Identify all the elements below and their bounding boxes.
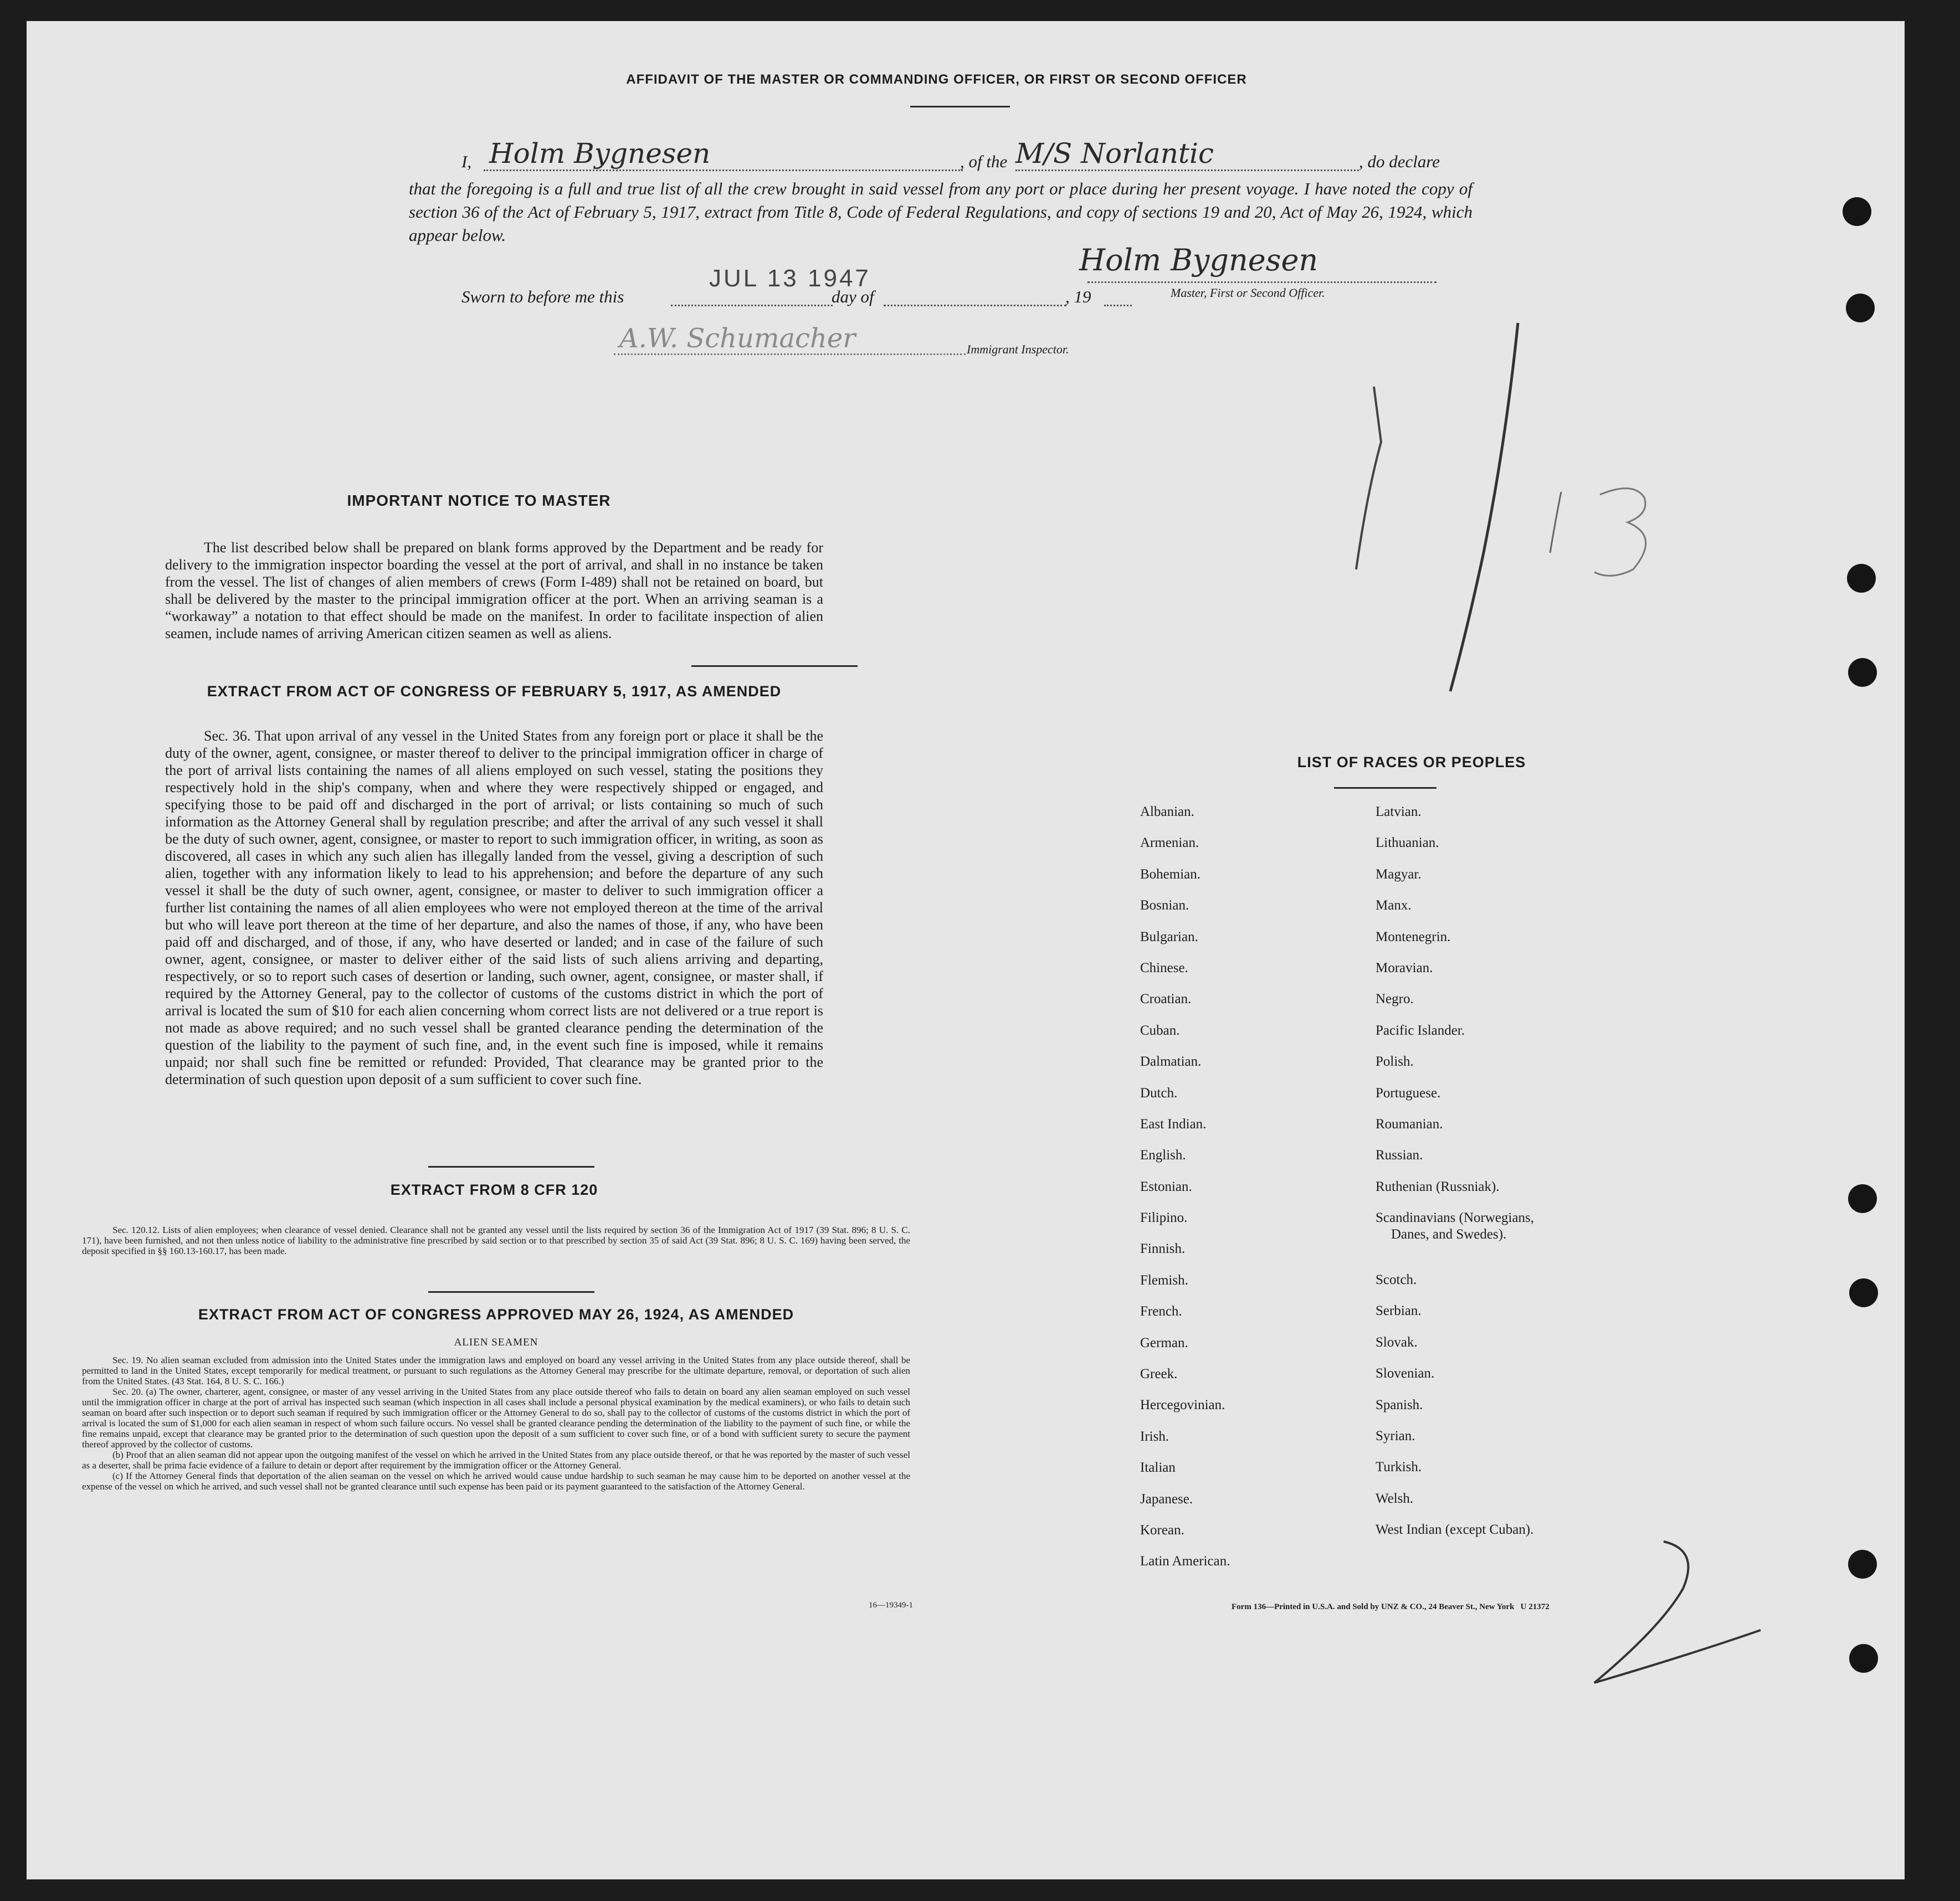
- race-item: Italian: [1140, 1460, 1176, 1476]
- race-item: Irish.: [1140, 1429, 1169, 1444]
- inspector-signature: A.W. Schumacher: [619, 323, 856, 354]
- of-the-label: , of the: [960, 152, 1008, 171]
- punch-hole: [1849, 1644, 1878, 1673]
- master-signature: Holm Bygnesen: [1079, 243, 1318, 278]
- race-item: Serbian.: [1376, 1303, 1422, 1319]
- race-item: Scotch.: [1376, 1272, 1417, 1288]
- race-item: Montenegrin.: [1376, 929, 1451, 944]
- race-item: West Indian (except Cuban).: [1376, 1522, 1534, 1538]
- race-item: Hercegovinian.: [1140, 1398, 1225, 1413]
- race-item: English.: [1140, 1148, 1186, 1163]
- race-item: Greek.: [1140, 1366, 1178, 1382]
- extract1917-title: EXTRACT FROM ACT OF CONGRESS OF FEBRUARY 5, 1917, AS AMENDED: [207, 683, 782, 700]
- print-code: 16—19349-1: [869, 1601, 913, 1610]
- cfr-title: EXTRACT FROM 8 CFR 120: [390, 1181, 598, 1198]
- date-stamp: JUL 13 1947: [709, 265, 871, 292]
- race-item-scandinavians-2: Danes, and Swedes).: [1391, 1227, 1507, 1242]
- race-item: Spanish.: [1376, 1397, 1423, 1412]
- declaration-text: that the foregoing is a full and true list of all the crew brought in said vessel from any port or place during her present voyage. I have noted the copy of section 36 of the Act of February 5, 1917, extract from Title 8, Code of Federal Regulations, and copy of sections 19 and 20, Act of May 26, 1924, which appear below.: [409, 179, 1472, 245]
- punch-hole: [1847, 564, 1876, 593]
- race-item: Dalmatian.: [1140, 1054, 1202, 1070]
- race-item: German.: [1140, 1335, 1188, 1350]
- punch-hole: [1848, 1550, 1877, 1579]
- inspector-caption: Immigrant Inspector.: [967, 342, 1069, 356]
- race-item: Syrian.: [1376, 1429, 1415, 1444]
- alien-seamen-subtitle: ALIEN SEAMEN: [454, 1337, 538, 1348]
- sec19-text: Sec. 19. No alien seaman excluded from admission into the United States under the immigration laws and employed on board any vessel arriving in the United States from any place outside thereof, shall be permitted to land in the United States, except temporarily for medical treatment, or pursuant to such regulations as the Attorney General may prescribe for the ultimate departure, removal, or deportation of such alien from the United States. (43 Stat. 164, 8 U. S. C. 166.): [82, 1355, 910, 1386]
- race-item: Croatian.: [1140, 991, 1192, 1007]
- cfr-text: Sec. 120.12. Lists of alien employees; when clearance of vessel denied. Clearance shall not be granted any vessel until the lists required by section 36 of the Immigration Act of 1917 (39 Stat. 896; 8 U. S. C. 171), have been furnished, and not then unless notice of liability to the administrative fine prescribed by said section or to that prescribed by section 35 of said Act (39 Stat. 896; 8 U. S. C. 169) having been served, the deposit specified in §§ 160.13-160.17, has been made.: [82, 1225, 910, 1256]
- race-item: Slovenian.: [1376, 1366, 1435, 1381]
- vessel-name-handwritten: M/S Norlantic: [1015, 137, 1214, 169]
- race-item: Russian.: [1376, 1148, 1423, 1163]
- affidavit-title: AFFIDAVIT OF THE MASTER OR COMMANDING OFFICER, OR FIRST OR SECOND OFFICER: [626, 72, 1247, 87]
- big-handwritten-mark: [27, 21, 1905, 1879]
- race-item: Manx.: [1376, 898, 1412, 913]
- race-item: Bulgarian.: [1140, 929, 1198, 944]
- race-item: Magyar.: [1376, 866, 1422, 882]
- race-item: Latvian.: [1376, 804, 1422, 819]
- races-title: LIST OF RACES OR PEOPLES: [1297, 754, 1526, 770]
- punch-hole: [1843, 197, 1871, 226]
- race-item: Welsh.: [1376, 1491, 1414, 1506]
- notice-title: IMPORTANT NOTICE TO MASTER: [347, 492, 611, 509]
- day-of-label: day of: [832, 287, 874, 306]
- race-item: Turkish.: [1376, 1460, 1422, 1475]
- race-item: Polish.: [1376, 1054, 1414, 1070]
- race-item: Roumanian.: [1376, 1116, 1443, 1132]
- race-item: Chinese.: [1140, 960, 1188, 975]
- race-item: Pacific Islander.: [1376, 1023, 1465, 1038]
- race-item-scandinavians-1: Scandinavians (Norwegians,: [1376, 1210, 1535, 1226]
- race-item: Ruthenian (Russniak).: [1376, 1179, 1500, 1194]
- i-label: I,: [461, 152, 472, 171]
- sec20c-text: (c) If the Attorney General finds that deportation of the alien seaman on the vessel on which he arrived would cause undue hardship to such seaman he may cause him to be deported on another vessel at the expense of the vessel on which he arrived, and such vessel shall not be granted clearance until such expense has been paid or its payment guaranteed to the satisfaction of the Attorney General.: [82, 1471, 910, 1492]
- punch-hole: [1846, 294, 1875, 322]
- punch-hole: [1848, 658, 1877, 687]
- race-item: Cuban.: [1140, 1023, 1180, 1038]
- punch-hole: [1848, 1184, 1877, 1213]
- signature-caption: Master, First or Second Officer.: [1171, 286, 1325, 300]
- race-item: Japanese.: [1140, 1491, 1193, 1507]
- race-item: Korean.: [1140, 1522, 1184, 1538]
- race-item: Portuguese.: [1376, 1085, 1441, 1101]
- race-item: Bohemian.: [1140, 866, 1201, 882]
- race-item: Flemish.: [1140, 1272, 1188, 1288]
- master-name-handwritten: Holm Bygnesen: [489, 137, 711, 169]
- race-item: East Indian.: [1140, 1116, 1207, 1132]
- race-item: Bosnian.: [1140, 898, 1189, 913]
- race-item: Latin American.: [1140, 1554, 1230, 1569]
- race-item: Finnish.: [1140, 1241, 1186, 1257]
- year-label: , 19: [1065, 287, 1091, 306]
- do-declare-label: , do declare: [1359, 152, 1440, 171]
- race-item: French.: [1140, 1304, 1182, 1319]
- extract1924-title: EXTRACT FROM ACT OF CONGRESS APPROVED MAY 26, 1924, AS AMENDED: [198, 1306, 794, 1323]
- race-item: Moravian.: [1376, 960, 1433, 975]
- notice-text: The list described below shall be prepared on blank forms approved by the Department and be ready for delivery to the immigration inspector boarding the vessel at the port of arrival, and shall in no instance be taken from the vessel. The list of changes of alien members of crews (Form I-489) shall not be retained on board, but shall be delivered by the master to the principal immigration officer at the port. When an arriving seaman is a “workaway” a notation to that effect should be made on the manifest. In order to facilitate inspection of alien seamen, include names of arriving American citizen seamen as well as aliens.: [165, 540, 823, 641]
- sec20b-text: (b) Proof that an alien seaman did not appear upon the outgoing manifest of the vessel on which he arrived in the United States from any place outside thereof, or that he was reported by the master of such vessel as a deserter, shall be prima facie evidence of a failure to detain or deport after requirement by the immigration officer or the Attorney General.: [82, 1450, 910, 1471]
- document-page: [27, 21, 1905, 1879]
- form-footer-note: Form 136—Printed in U.S.A. and Sold by UNZ & CO., 24 Beaver St., New York U 21372: [1232, 1602, 1549, 1611]
- sec20a-text: Sec. 20. (a) The owner, charterer, agent, consignee, or master of any vessel arriving in the United States from any place outside thereof who fails to detain on board any alien seaman employed on such vessel until the immigration officer in charge at the port of arrival has inspected such seaman (which inspection in all cases shall include a personal physical examination by the medical examiners), or who fails to detain such seaman on board after such inspection or to deport such seaman if required by such immigration officer or the Attorney General to do so, shall pay to the collector of customs of the customs district in which the port of arrival is located the sum of $1,000 for each alien seaman in respect of whom such failure occurs. No vessel shall be granted clearance pending the determination of the liability to the payment of such fine, or while the fine remains unpaid, except that clearance may be granted prior to the determination of such question upon the deposit of a sum sufficient to cover such fine, or of a bond with sufficient surety to secure the payment thereof approved by the collector of customs.: [82, 1386, 910, 1450]
- punch-hole: [1849, 1278, 1878, 1307]
- race-item: Dutch.: [1140, 1085, 1178, 1101]
- race-item: Estonian.: [1140, 1179, 1192, 1194]
- race-item: Filipino.: [1140, 1210, 1188, 1226]
- race-item: Armenian.: [1140, 835, 1199, 851]
- sworn-label: Sworn to before me this: [461, 287, 624, 306]
- race-item: Lithuanian.: [1376, 835, 1439, 851]
- extract1917-text: Sec. 36. That upon arrival of any vessel in the United States from any foreign port or place it shall be the duty of the owner, agent, consignee, or master thereof to deliver to the principal immigration officer in charge of the port of arrival lists containing the names of all aliens employed on such vessel, stating the positions they respectively hold in the ship's company, when and where they were respectively shipped or engaged, and specifying those to be paid off and discharged in the port of arrival; or lists containing so much of such information as the Attorney General shall by regulation prescribe; and after the arrival of any such vessel it shall be the duty of such owner, agent, consignee, or master to report to such immigration officer, in writing, as soon as discovered, all cases in which any such alien has illegally landed from the vessel, giving a description of such alien, together with any information likely to lead to his apprehension; and before the departure of any such vessel it shall be the duty of such owner, agent, consignee, or master to deliver to such immigration officer a further list containing the names of all alien employees who were not employed thereon at the time of the arrival but who will leave port thereon at the time of her departure, and also the names of those, if any, who have been paid off and discharged, and of those, if any, who have deserted or landed; and in case of the failure of such owner, agent, consignee, or master to deliver either of the said lists of such aliens arriving and departing, respectively, or so to report such cases of desertion or landing, such owner, agent, consignee, or master shall, if required by the Attorney General, pay to the collector of customs of the customs district in which the port of arrival is located the sum of $10 for each alien concerning whom correct lists are not delivered or a true report is not made as above required; and no such vessel shall be granted clearance pending the determination of the question of the liability to the payment of such fine, and, in the event such fine is imposed, while it remains unpaid; nor shall such fine be remitted or refunded: Provided, That clearance may be granted prior to the determination of such question upon deposit of a sum sufficient to cover such fine.: [165, 728, 823, 1087]
- race-item: Slovak.: [1376, 1334, 1418, 1350]
- race-item: Negro.: [1376, 991, 1414, 1007]
- race-item: Albanian.: [1140, 804, 1194, 819]
